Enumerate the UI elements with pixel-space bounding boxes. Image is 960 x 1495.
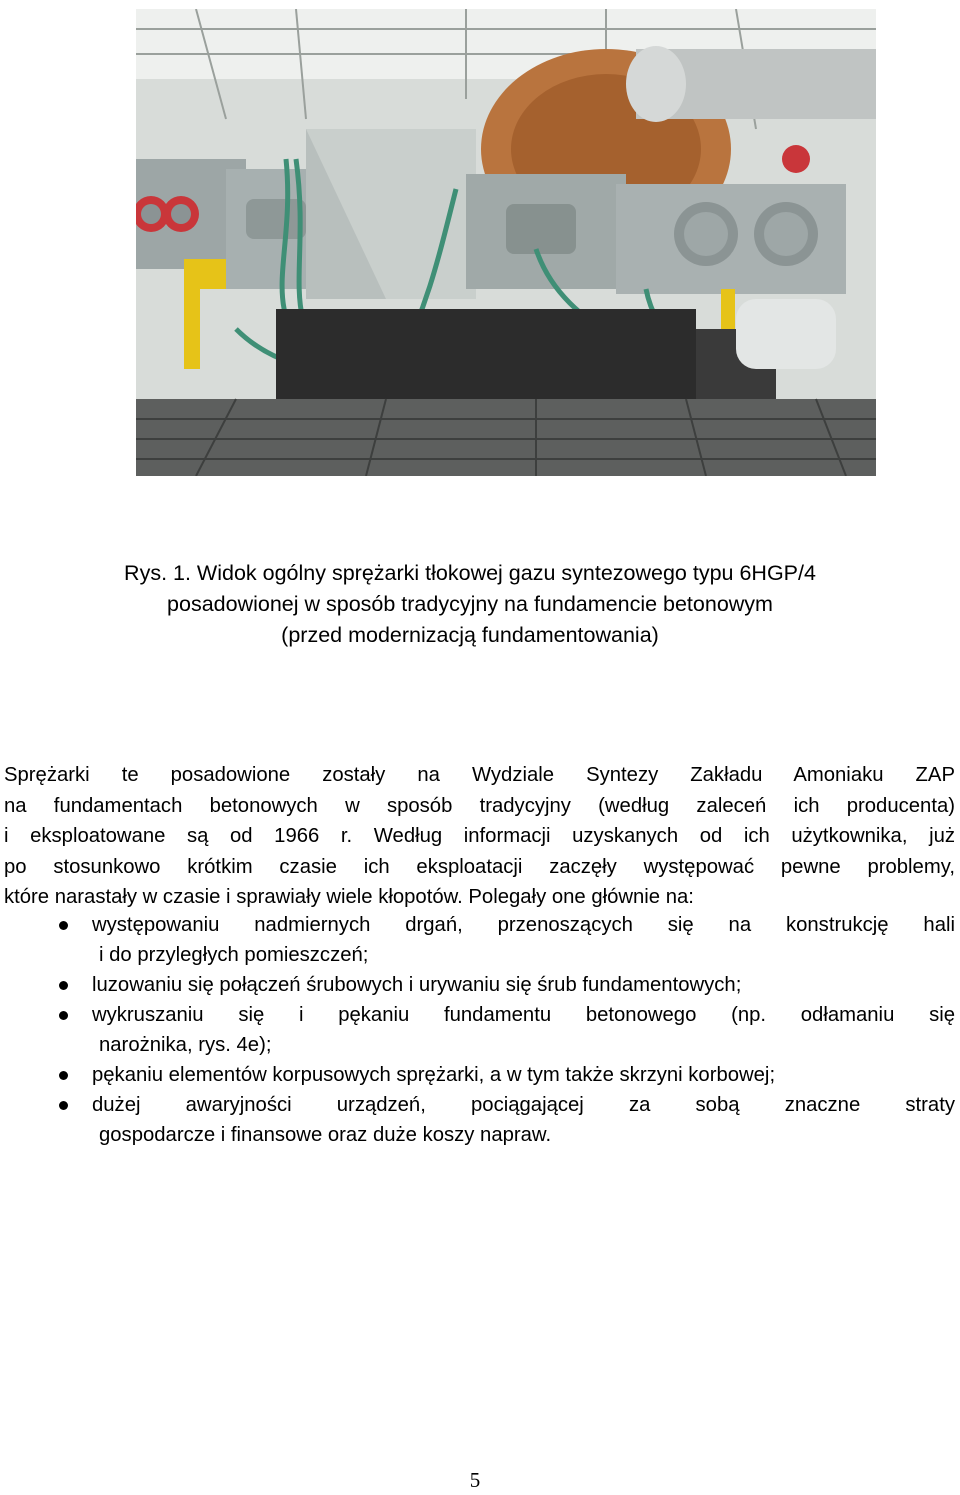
bullet-icon <box>59 1011 68 1020</box>
list-item <box>4 970 955 1000</box>
list-item-line: występowaniu nadmiernych drgań, przenoszących się na konstrukcję hali <box>92 914 955 936</box>
list-item <box>4 1090 955 1150</box>
bullet-icon <box>59 1101 68 1110</box>
paragraph-line: po stosunkowo krótkim czasie ich eksploatacji zaczęły występować pewne problemy, <box>4 855 955 878</box>
problem-list <box>4 910 955 1150</box>
list-item-line: narożnika, rys. 4e); <box>99 1034 272 1056</box>
list-item-line: luzowaniu się połączeń śrubowych i urywaniu się śrub fundamentowych; <box>92 974 742 996</box>
body-paragraph <box>4 760 955 913</box>
compressor-photo <box>136 9 876 476</box>
bullet-icon <box>59 1071 68 1080</box>
paragraph-line: które narastały w czasie i sprawiały wiele kłopotów. Polegały one głównie na: <box>4 886 694 908</box>
paragraph-line: na fundamentach betonowych w sposób tradycyjny (według zaleceń ich producenta) <box>4 794 955 817</box>
list-item <box>4 910 955 970</box>
caption-line-1: Rys. 1. Widok ogólny sprężarki tłokowej gazu syntezowego typu 6HGP/4 <box>124 561 816 585</box>
bullet-icon <box>59 981 68 990</box>
bullet-icon <box>59 921 68 930</box>
list-item-line: pękaniu elementów korpusowych sprężarki, a w tym także skrzyni korbowej; <box>92 1064 776 1086</box>
paragraph-line: i eksploatowane są od 1966 r. Według informacji uzyskanych od ich użytkownika, już <box>4 825 955 847</box>
page-number: 5 <box>469 1468 481 1492</box>
caption-line-2: posadowionej w sposób tradycyjny na fundamencie betonowym <box>167 592 773 616</box>
paragraph-line: Sprężarki te posadowione zostały na Wydziale Syntezy Zakładu Amoniaku ZAP <box>4 764 955 786</box>
list-item-line: dużej awaryjności urządzeń, pociągającej za sobą znaczne straty <box>92 1094 955 1116</box>
caption-line-3: (przed modernizacją fundamentowania) <box>281 623 659 647</box>
list-item <box>4 1060 955 1090</box>
figure-caption <box>60 558 880 651</box>
list-item-line: i do przyległych pomieszczeń; <box>99 944 369 966</box>
list-item-line: wykruszaniu się i pękaniu fundamentu betonowego (np. odłamaniu się <box>92 1004 955 1026</box>
list-item-line: gospodarcze i finansowe oraz duże koszy napraw. <box>99 1124 552 1146</box>
list-item <box>4 1000 955 1060</box>
